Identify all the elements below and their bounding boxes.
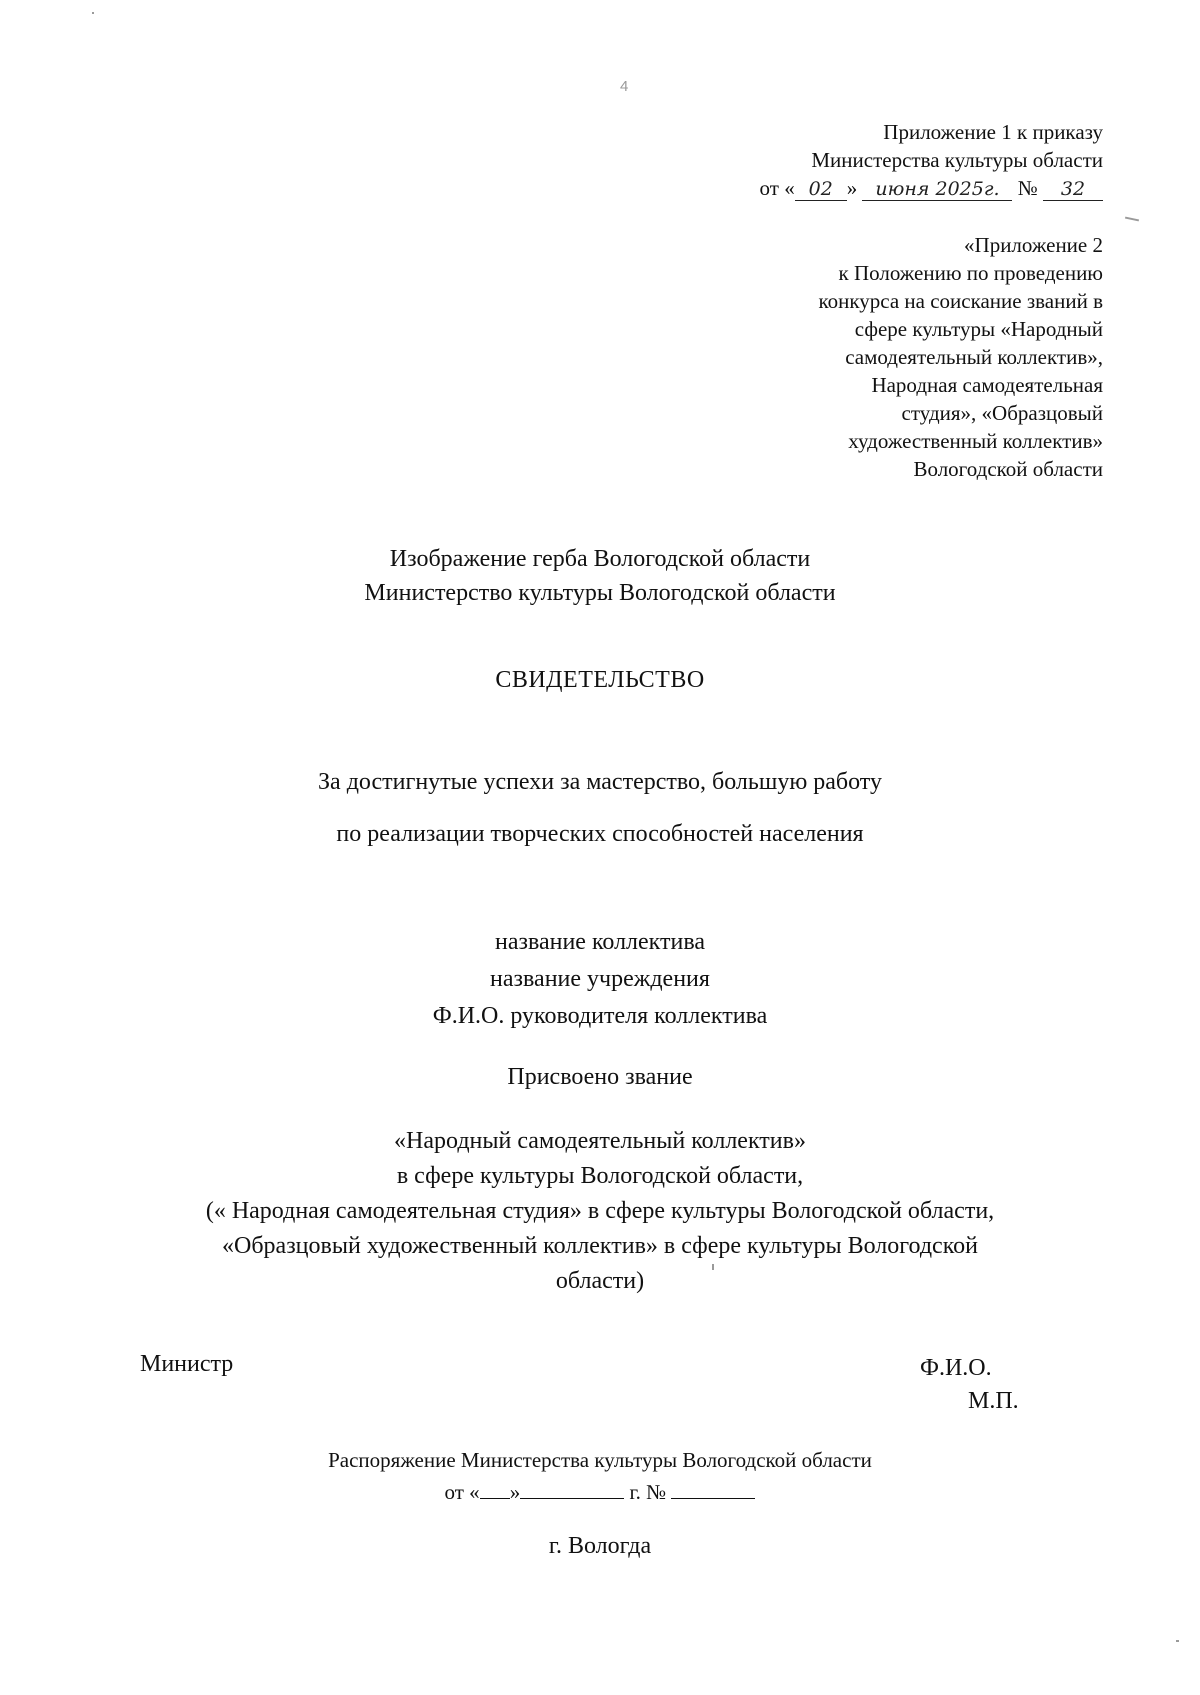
annex-line: Народная самодеятельная — [871, 373, 1103, 397]
placeholders-block — [0, 924, 1200, 1035]
title-line: «Народный самодеятельный коллектив» — [394, 1128, 806, 1154]
annex-reference — [818, 231, 1103, 483]
signature-name: Ф.И.О. — [920, 1355, 992, 1381]
order-month-year-handwritten: июня 2025г. — [862, 178, 1012, 201]
order-day-handwritten: 02 — [795, 178, 847, 201]
title-line: области) — [555, 1268, 645, 1294]
order-footer-date-line — [0, 1476, 1200, 1508]
annex-line: художественный коллектив» — [848, 429, 1103, 453]
blank-number-line — [671, 1478, 755, 1499]
scan-mark — [712, 1264, 714, 1270]
annex-line: сфере культуры «Народный — [854, 317, 1103, 341]
city-name: г. Вологда — [548, 1533, 652, 1559]
merit-line-1: За достигнутые успехи за мастерство, большую работу — [318, 769, 882, 795]
annex-line: к Положению по проведению — [838, 261, 1103, 285]
order-footer-year-label: г. № — [629, 1480, 667, 1504]
honorary-titles — [0, 1124, 1200, 1299]
blank-day-line — [480, 1478, 510, 1499]
title-line: (« Народная самодеятельная студия» в сфере культуры Вологодской области, — [205, 1198, 995, 1224]
title-line: в сфере культуры Вологодской области, — [396, 1163, 804, 1189]
order-number-handwritten: 32 — [1043, 178, 1103, 201]
scan-mark — [1176, 1640, 1179, 1642]
order-ref-line1: Приложение 1 к приказу — [883, 120, 1103, 144]
scan-mark — [92, 12, 94, 14]
order-number-label: № — [1017, 176, 1038, 200]
annex-line: «Приложение 2 — [964, 233, 1103, 257]
order-ref-date-line — [760, 174, 1103, 202]
coat-of-arms-caption: Изображение герба Вологодской области — [389, 546, 811, 572]
annex-line: самодеятельный коллектив», — [845, 345, 1103, 369]
institution-name-placeholder: название учреждения — [490, 966, 710, 992]
annex-line: студия», «Образцовый — [901, 401, 1103, 425]
annex-line: Вологодской области — [913, 457, 1103, 481]
order-footer — [0, 1444, 1200, 1508]
signature-role: Министр — [140, 1351, 234, 1377]
certificate-title: СВИДЕТЕЛЬСТВО — [495, 667, 705, 693]
leader-name-placeholder: Ф.И.О. руководителя коллектива — [432, 1003, 768, 1029]
ministry-name: Министерство культуры Вологодской области — [364, 580, 836, 606]
order-quote-close: » — [846, 176, 858, 200]
order-ref-line2: Министерства культуры области — [811, 148, 1103, 172]
assigned-title-label: Присвоено звание — [507, 1064, 693, 1090]
order-footer-line1: Распоряжение Министерства культуры Вологодской области — [328, 1448, 872, 1472]
order-from-label: от « — [759, 176, 795, 200]
page-number: 4 — [620, 78, 629, 95]
stamp-place: М.П. — [968, 1388, 1019, 1414]
blank-month-line — [520, 1478, 624, 1499]
merit-line-2: по реализации творческих способностей населения — [336, 821, 864, 847]
scan-mark — [1125, 217, 1139, 222]
annex-line: конкурса на соискание званий в — [818, 289, 1103, 313]
order-footer-from-label: от « — [444, 1480, 480, 1504]
certificate-header — [0, 542, 1200, 610]
order-reference — [760, 118, 1103, 202]
order-footer-quote-close: » — [509, 1480, 521, 1504]
title-line: «Образцовый художественный коллектив» в сфере культуры Вологодской — [222, 1233, 978, 1259]
collective-name-placeholder: название коллектива — [494, 929, 706, 955]
